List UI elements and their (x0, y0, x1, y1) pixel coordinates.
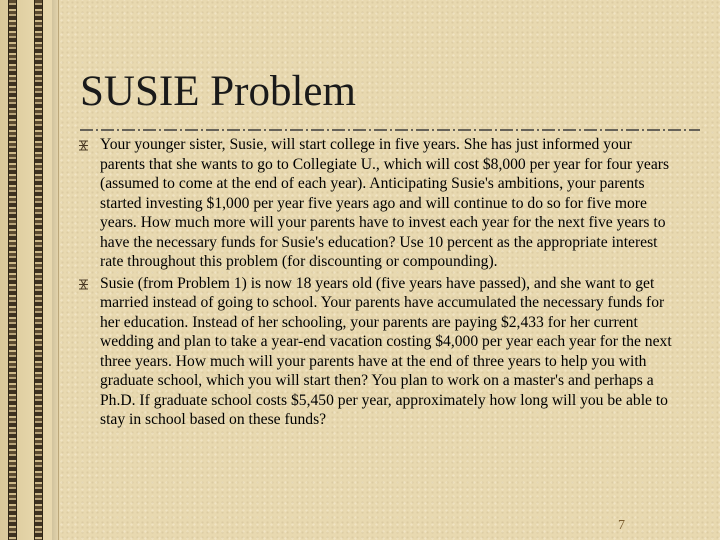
bullet-item (78, 274, 678, 430)
binder-shadow (52, 0, 60, 540)
binder-strip (0, 0, 59, 540)
flourish-bullet-icon (78, 139, 89, 152)
bullet-item (78, 135, 678, 272)
binder-rail-icon (8, 0, 17, 540)
binder-rail-icon (34, 0, 43, 540)
slide-title: SUSIE Problem (80, 68, 356, 115)
bullet-text: Your younger sister, Susie, will start college in five years. She has just informed your parents that she wants to go to Collegiate U., which will cost $8,000 per year for four years (assumed to come at the end of each year). Anticipating Susie's ambitions, your parents started investing $1,000 per year five years ago and will continue to do so for five more years. How much more will your parents have to invest each year for the next five years to have the necessary funds for Susie's education? Use 10 percent as the appropriate interest rate throughout this problem (for discounting or compounding). (100, 136, 670, 270)
bullet-text: Susie (from Problem 1) is now 18 years old (five years have passed), and she want to get married instead of going to school. Your parents have accumulated the necessary funds for her education. Instead of her schooling, your parents are paying $2,433 for her current wedding and plan to take a year-end vacation costing $4,000 per year each year for the next three years. How much will your parents have at the end of three years to help you with graduate school, which you will start then? You plan to work on a master's and perhaps a Ph.D. If graduate school costs $5,450 per year, approximately how long will you be able to stay in school based on these funds? (100, 274, 672, 428)
slide-content (78, 133, 678, 430)
page-number: 7 (618, 518, 625, 533)
title-divider (80, 128, 700, 132)
flourish-bullet-icon (78, 278, 89, 291)
